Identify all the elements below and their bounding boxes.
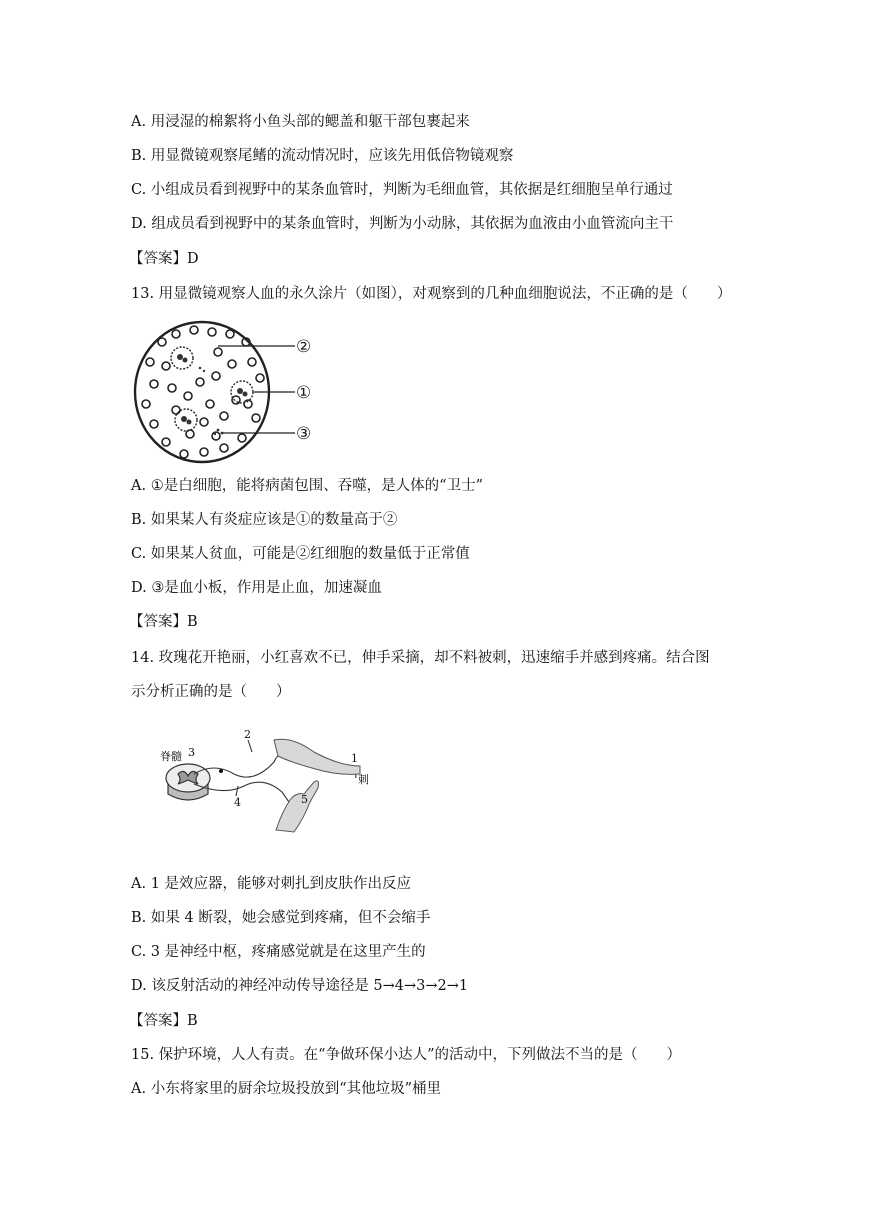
blood-label-1: ① bbox=[296, 383, 312, 403]
reflex-label-1: 1 bbox=[351, 752, 358, 765]
q14-option-d: D. 该反射活动的神经冲动传导途径是 5→4→3→2→1 bbox=[131, 978, 469, 994]
q14-option-c: C. 3 是神经中枢，疼痛感觉就是在这里产生的 bbox=[131, 944, 426, 960]
spinal-cord-label: 脊髓 bbox=[160, 750, 182, 763]
q13-answer: 【答案】B bbox=[129, 614, 198, 630]
q13-stem: 13. 用显微镜观察人血的永久涂片（如图），对观察到的几种血细胞说法，不正确的是（ ） bbox=[131, 286, 732, 302]
q14-stem-line1: 14. 玫瑰花开艳丽，小红喜欢不已，伸手采摘，却不料被刺，迅速缩手并感到疼痛。结合图 bbox=[131, 650, 710, 666]
thorn-label: 刺 bbox=[358, 773, 369, 786]
blood-label-3: ③ bbox=[296, 424, 312, 444]
reflex-label-5: 5 bbox=[301, 793, 308, 806]
q14-option-b: B. 如果 4 断裂，她会感觉到疼痛，但不会缩手 bbox=[131, 910, 431, 926]
reflex-label-4: 4 bbox=[234, 796, 241, 809]
q13-option-a: A. ①是白细胞，能将病菌包围、吞噬，是人体的“卫士” bbox=[131, 478, 484, 494]
q13-option-d: D. ③是血小板，作用是止血，加速凝血 bbox=[131, 580, 382, 596]
reflex-label-3: 3 bbox=[188, 746, 195, 759]
q15-stem: 15. 保护环境，人人有责。在“争做环保小达人”的活动中，下列做法不当的是（ ） bbox=[131, 1047, 681, 1063]
q13-option-b: B. 如果某人有炎症应该是①的数量高于② bbox=[131, 512, 398, 528]
q13-option-c: C. 如果某人贫血，可能是②红细胞的数量低于正常值 bbox=[131, 546, 470, 562]
q14-answer: 【答案】B bbox=[129, 1013, 198, 1029]
reflex-arc-figure bbox=[160, 722, 374, 832]
q12-option-d: D. 组成员看到视野中的某条血管时，判断为小动脉，其依据为血液由小血管流向主干 bbox=[131, 216, 674, 232]
q12-option-a: A. 用浸湿的棉絮将小鱼头部的鳃盖和躯干部包裹起来 bbox=[131, 114, 470, 130]
blood-label-2: ② bbox=[296, 337, 312, 357]
q12-option-b: B. 用显微镜观察尾鳍的流动情况时，应该先用低倍物镜观察 bbox=[131, 148, 514, 164]
blood-smear-figure bbox=[132, 318, 332, 466]
q15-option-a: A. 小东将家里的厨余垃圾投放到“其他垃圾”桶里 bbox=[131, 1081, 442, 1097]
q14-stem-line2: 示分析正确的是（ ） bbox=[131, 684, 291, 700]
q14-option-a: A. 1 是效应器，能够对刺扎到皮肤作出反应 bbox=[131, 876, 412, 892]
q12-answer: 【答案】D bbox=[129, 251, 199, 267]
q12-option-c: C. 小组成员看到视野中的某条血管时，判断为毛细血管，其依据是红细胞呈单行通过 bbox=[131, 182, 673, 198]
reflex-label-2: 2 bbox=[244, 728, 251, 741]
